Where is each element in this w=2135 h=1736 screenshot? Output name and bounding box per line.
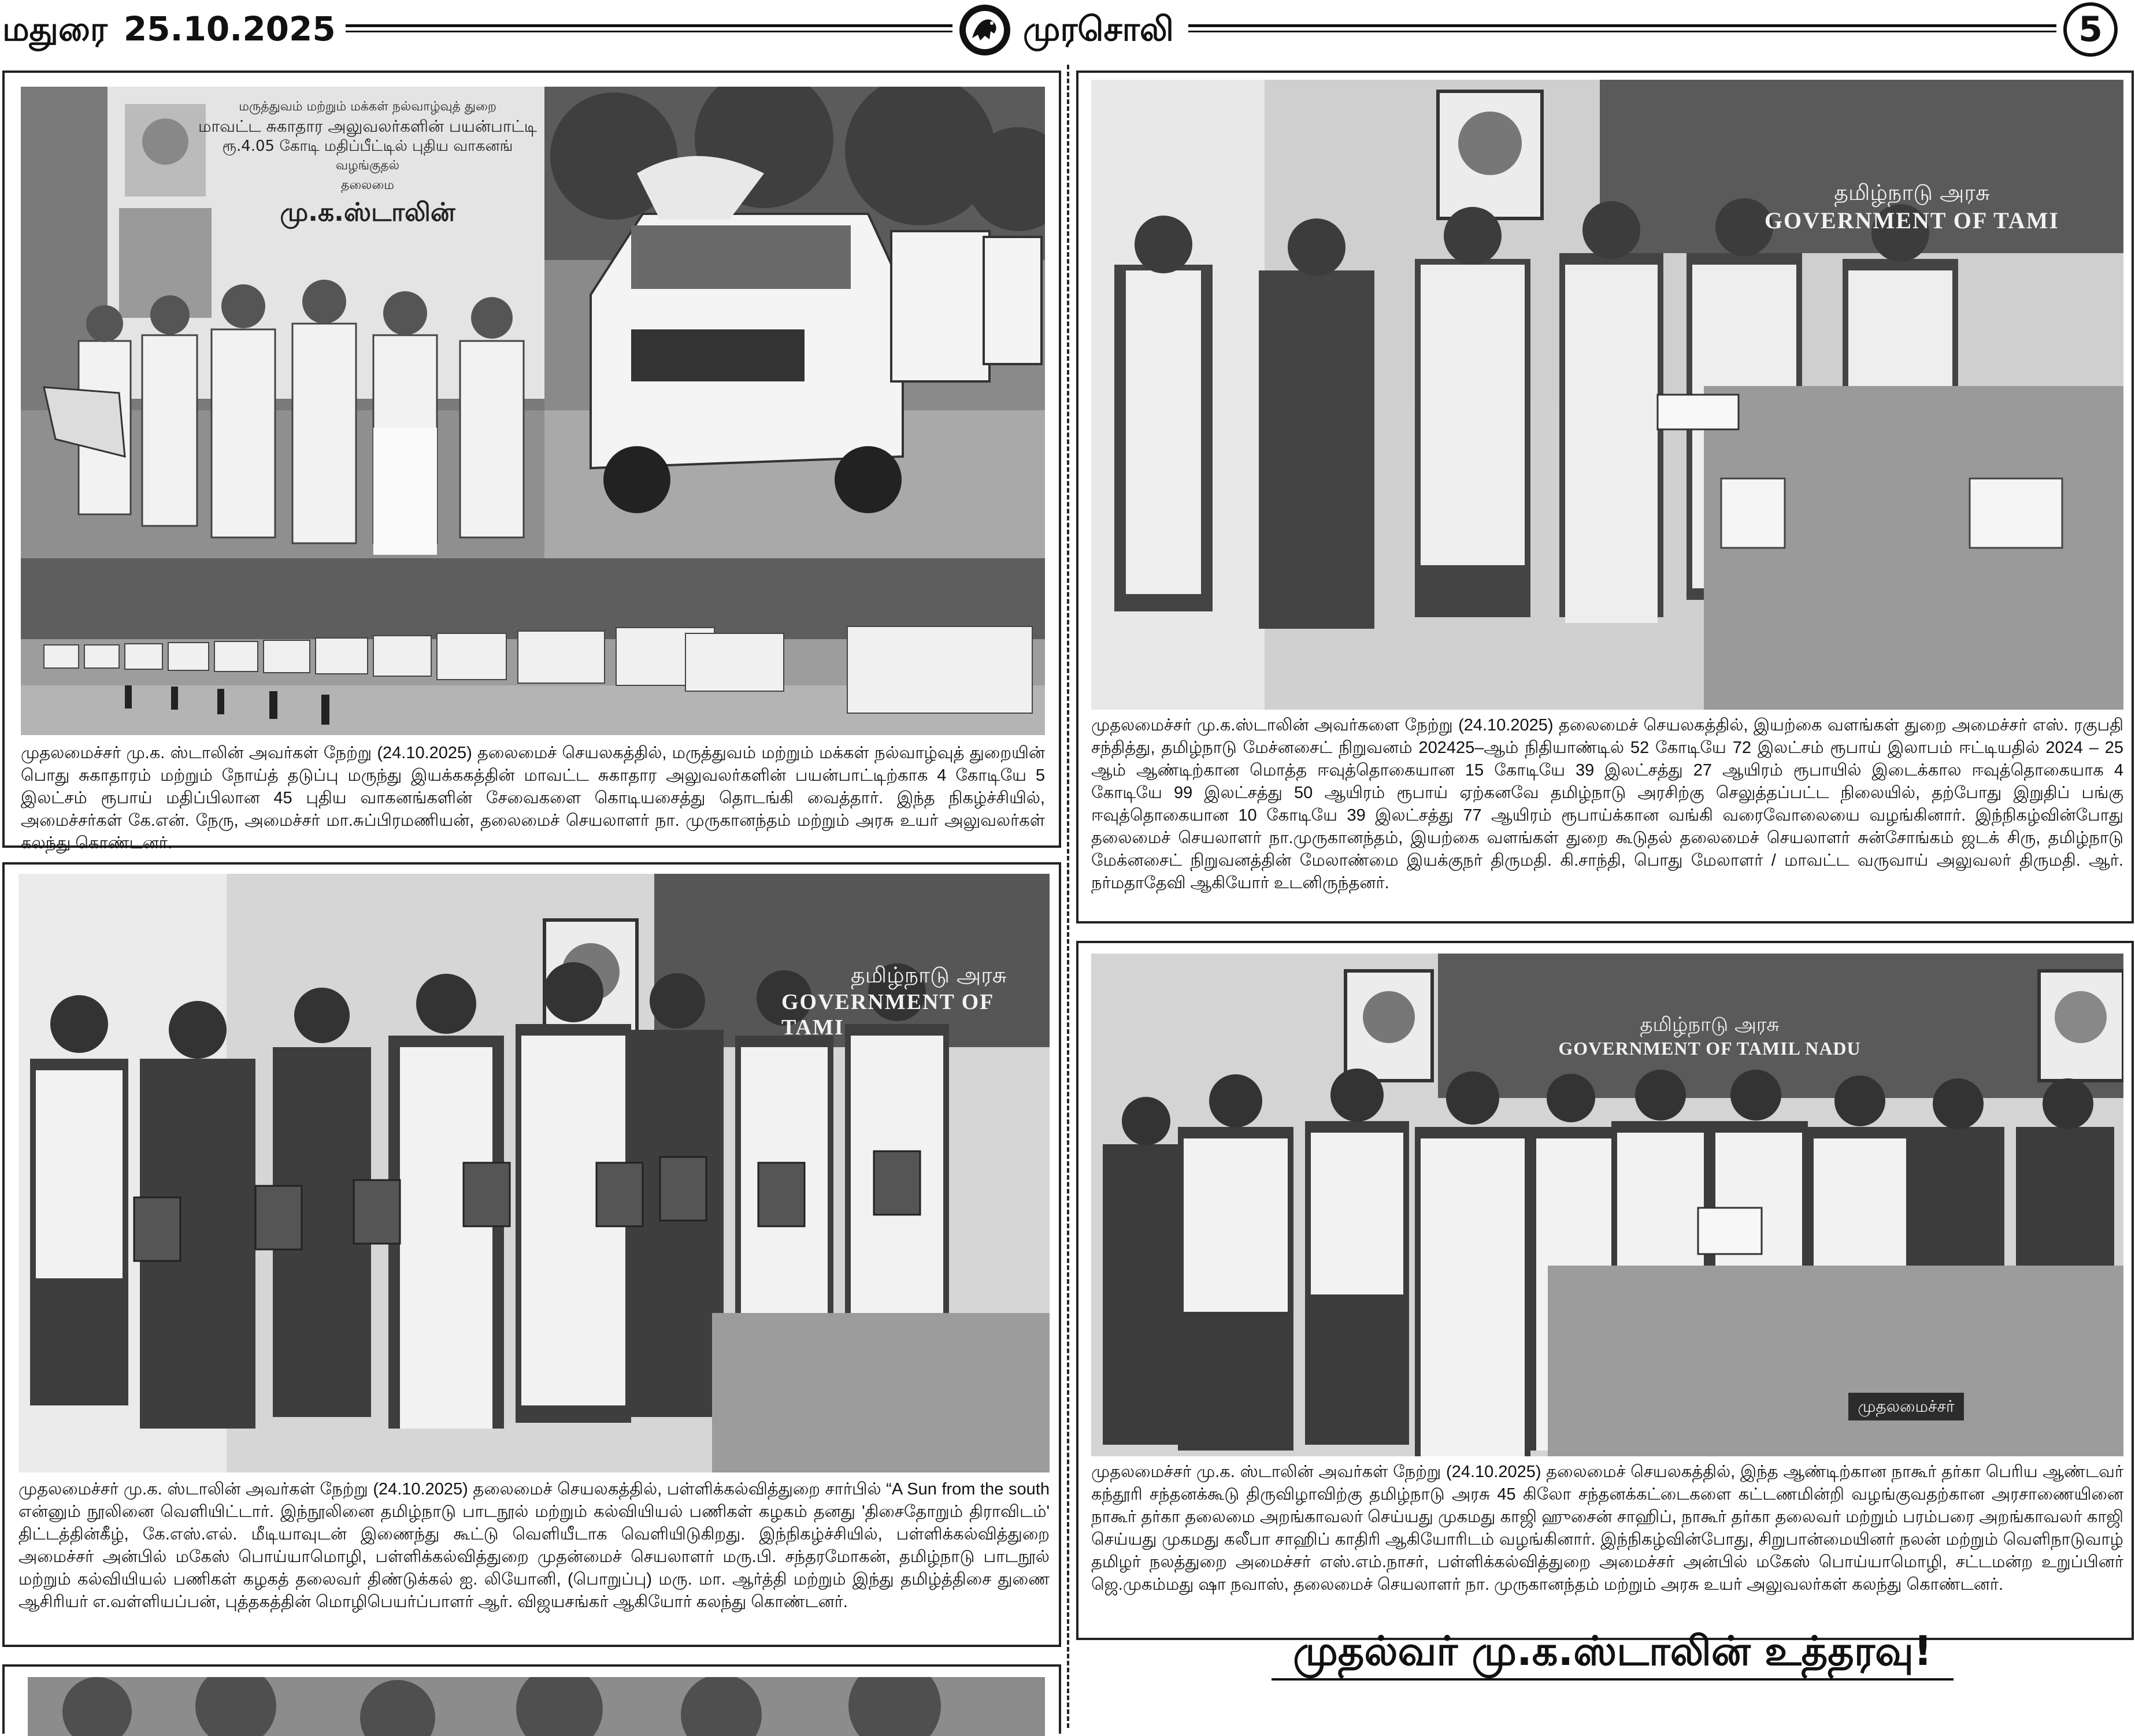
photo-new-vehicle-closeup — [544, 87, 1045, 558]
column-separator — [1067, 65, 1069, 1728]
masthead-date: 25.10.2025 — [123, 9, 336, 49]
wall-sign — [781, 960, 1050, 1040]
wall-sign-english: GOVERNMENT OF TAMIL NADU — [1558, 1038, 1861, 1059]
rising-sun-emblem-icon — [959, 5, 1010, 55]
wall-sign — [1530, 1011, 1889, 1059]
article-nagore-dargah — [1076, 941, 2134, 1640]
photo-nagore-dargah-order — [1091, 954, 2123, 1456]
banner-text — [194, 97, 541, 230]
wall-sign-tamil: தமிழ்நாடு அரசு — [1640, 1013, 1780, 1036]
wall-sign-tamil: தமிழ்நாடு அரசு — [1834, 180, 1990, 205]
banner-line-4: வழங்குதல் — [335, 158, 400, 173]
masthead-paper-name: முரசொலி — [1023, 9, 1174, 49]
photo-dividend-presentation — [1091, 80, 2123, 710]
headline-underline — [1272, 1678, 1954, 1681]
caption-magnesite-dividend: முதலமைச்சர் மு.க.ஸ்டாலின் அவர்களை நேற்று (24.10.2025) தலைமைச் செயலகத்தில், இயற்கை வளங்கள் துறை அமைச்சர் எஸ். ரகுபதி சந்தித்து, தமிழ்நாடு மேச்னசைட் நிறுவனம் 202425–ஆம் நிதியாண்டில் 52 கோடியே 72 இலட்சம் ரூபாய் இலாபம் ஈட்டியதில் 2024 – 25 ஆம் ஆண்டிற்கான மொத்த ஈவுத்தொகையான 15 கோடியே 39 இலட்சத்து 27 ஆயிரம் ரூபாயில் இடைக்கால ஈவுத்தொகையாக 4 கோடியே 99 இலட்சத்து 50 ஆயிரம் ரூபாய் ஏற்கனவே தமிழ்நாடு அரசிற்கு செலுத்தப்பட்ட நிலையில், தற்போது இறுதிப் பங்கு ஈவுத்தொகையான 10 கோடியே 39 இலட்சத்து 77 ஆயிரம் ரூபாய்க்கான வங்கி வரைவோலையை வழங்கினார். இந்நிகழ்வின்போது தலைமைச் செயலாளர் நா.முருகானந்தம், இயற்கை வளங்கள் துறை கூடுதல் தலைமைச் செயலாளர் சுன்சோங்கம் ஜடக் சிரு, தமிழ்நாடு மேக்னசைட் நிறுவனத்தின் மேலாண்மை இயக்குநர் திருமதி. கி.சாந்தி, பொது மேலாளர் / மாவட்ட வருவாய் அலுவலர் திருமதி. ஆர். நர்மதாதேவி ஆகியோர் உடனிருந்தனர். — [1091, 716, 2124, 892]
wall-sign-tamil: தமிழ்நாடு அரசு — [851, 962, 1007, 988]
wall-sign — [1704, 178, 2120, 234]
headline-cm-order: முதல்வர் மு.க.ஸ்டாலின் உத்தரவு! — [1293, 1627, 1932, 1675]
banner-line-2: மாவட்ட சுகாதார அலுவலர்களின் பயன்பாட்டி — [198, 117, 538, 136]
photo-book-release — [18, 874, 1050, 1472]
masthead-city: மதுரை — [2, 9, 108, 49]
article-bottom-photo — [2, 1664, 1061, 1734]
photo-flag-off-event — [21, 87, 544, 558]
caption-nagore-dargah: முதலமைச்சர் மு.க. ஸ்டாலின் அவர்கள் நேற்று (24.10.2025) தலைமைச் செயலகத்தில், இந்த ஆண்டிற்கான நாகூர் தர்கா பெரிய ஆண்டவர் கந்தூரி சந்தனக்கூடு திருவிழாவிற்கு தமிழ்நாடு அரசு 45 கிலோ சந்தனக்கட்டைகளை கட்டணமின்றி வழங்குவதற்கான அரசாணையினை நாகூர் தர்கா தலைமை அறங்காவலர் செய்யது முகமது காஜி ஹுசைன் சாஹிப், நாகூர் தர்கா தலைவர் மற்றும் பரம்பரை அறங்காவலர் காஜி செய்யது முகமது கலீபா சாஹிப் காதிரி ஆகியோரிடம் வழங்கினார். இந்நிகழ்வின்போது, சிறுபான்மையினர் நலன் மற்றும் வெளிநாடுவாழ் தமிழர் நலத்துறை அமைச்சர் எஸ்.எம்.நாசர், பள்ளிக்கல்வித்துறை அமைச்சர் அன்பில் மகேஸ் பொய்யாமொழி, சட்டமன்ற உறுப்பினர் ஜெ.முகம்மது ஷா நவாஸ், தலைமைச் செயலாளர் நா. முருகானந்தம் மற்றும் அரசு உயர் அலுவலர்கள் கலந்து கொண்டனர். — [1091, 1463, 2123, 1594]
banner-line-1: மருத்துவம் மற்றும் மக்கள் நல்வாழ்வுத் துறை — [239, 99, 496, 114]
desk-nameplate: முதலமைச்சர் — [1848, 1393, 1964, 1420]
masthead-rule-left — [346, 24, 952, 32]
banner-line-5: தலைமை — [341, 178, 394, 192]
caption-health-vehicles: முதலமைச்சர் மு.க. ஸ்டாலின் அவர்கள் நேற்று (24.10.2025) தலைமைச் செயலகத்தில், மருத்துவம் மற்றும் மக்கள் நல்வாழ்வுத் துறையின் பொது சுகாதாரம் மற்றும் நோய்த் தடுப்பு மருந்து இயக்ககத்தின் மாவட்ட சுகாதார அலுவலர்களின் பயன்பாட்டிற்காக 4 கோடியே 5 இலட்சம் ரூபாய் மதிப்பிலான 45 புதிய வாகனங்களின் சேவைகளை கொடியசைத்து தொடங்கி வைத்தார். இந்த நிகழ்ச்சியில், அமைச்சர்கள் கே.என். நேரு, அமைச்சர் மா.சுப்பிரமணியன், தலைமைச் செயலாளர் நா. முருகானந்தம் மற்றும் அரசு உயர் அலுவலர்கள் கலந்து கொண்டனர். — [21, 744, 1045, 852]
banner-line-6: மு.க.ஸ்டாலின் — [280, 198, 455, 227]
article-health-vehicles — [2, 71, 1061, 852]
photo-vehicle-convoy — [21, 558, 1045, 735]
caption-book-release: முதலமைச்சர் மு.க. ஸ்டாலின் அவர்கள் நேற்று (24.10.2025) தலைமைச் செயலகத்தில், பள்ளிக்கல்வித்துறை சார்பில் “A Sun from the south என்னும் நூலினை வெளியிட்டார். இந்நூலினை தமிழ்நாடு பாடநூல் மற்றும் கல்வியியல் பணிகள் கழகம் தனது 'திசைதோறும் திராவிடம்' திட்டத்தின்கீழ், கே.எஸ்.எல். மீடியாவுடன் இணைந்து கூட்டு வெளியீடாக வெளியிடுகிறது. இந்நிகழ்ச்சியில், பள்ளிக்கல்வித்துறை அமைச்சர் அன்பில் மகேஸ் பொய்யாமொழி, பள்ளிக்கல்வித்துறை முதன்மைச் செயலாளர் மரு.பி. சந்தரமோகன், தமிழ்நாடு பாடநூல் மற்றும் கல்வியியல் பணிகள் கழகத் தலைவர் திண்டுக்கல் ஐ. லியோனி, (பொறுப்பு) மரு. மா. ஆர்த்தி மற்றும் இந்து தமிழ்த்திசை துணை ஆசிரியர் எ.வள்ளியப்பன், புத்தகத்தின் மொழிபெயர்ப்பாளர் ஆர். விஜயசங்கர் ஆகியோர் கலந்து கொண்டனர். — [18, 1480, 1050, 1611]
masthead-dateline — [2, 8, 352, 50]
banner-line-3: ரூ.4.05 கோடி மதிப்பீட்டில் புதிய வாகனங் — [222, 138, 513, 155]
masthead-rule-right — [1188, 24, 2056, 32]
article-magnesite-dividend — [1076, 71, 2134, 923]
wall-sign-english: GOVERNMENT OF TAMI — [781, 990, 994, 1040]
article-book-release — [2, 862, 1061, 1647]
photo-trees-partial — [28, 1677, 1045, 1736]
page-number-badge: 5 — [2063, 2, 2118, 57]
wall-sign-english: GOVERNMENT OF TAMI — [1764, 207, 2060, 233]
masthead — [0, 0, 2135, 60]
